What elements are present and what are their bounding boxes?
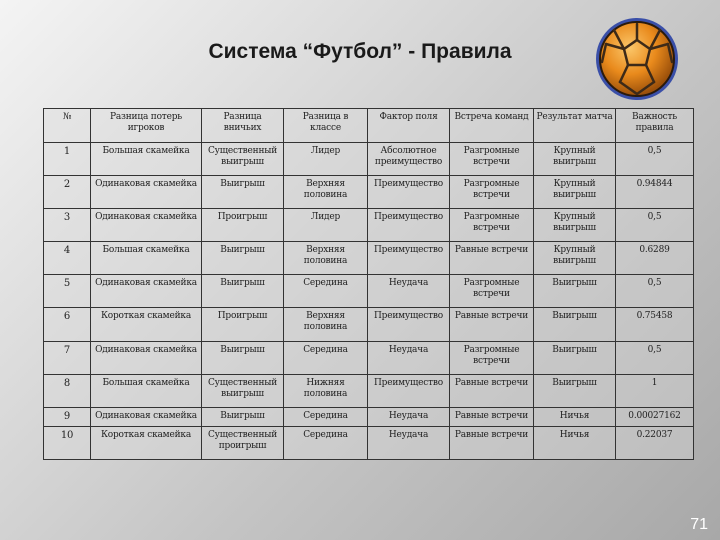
table-cell: Выигрыш (202, 275, 284, 308)
table-cell: 0.94844 (616, 176, 694, 209)
table-cell: Ничья (534, 407, 616, 426)
soccer-ball-icon (594, 16, 680, 102)
table-cell: Середина (284, 407, 368, 426)
table-cell: Неудача (368, 407, 450, 426)
table-cell: Одинаковая скамейка (91, 209, 202, 242)
table-cell: Середина (284, 275, 368, 308)
table-cell: Одинаковая скамейка (91, 176, 202, 209)
column-header: Важность правила (616, 109, 694, 143)
table-cell: Крупный выигрыш (534, 209, 616, 242)
column-header: Встреча команд (450, 109, 534, 143)
table-cell: Выигрыш (202, 407, 284, 426)
table-cell: Равные встречи (450, 308, 534, 341)
table-row (44, 143, 694, 176)
table-cell: Преимущество (368, 374, 450, 407)
table-cell: Равные встречи (450, 374, 534, 407)
row-number-cell: 7 (44, 341, 91, 374)
table-cell: 0.6289 (616, 242, 694, 275)
table-cell: Абсолютное преимущество (368, 143, 450, 176)
table-cell: 0.75458 (616, 308, 694, 341)
table-row (44, 426, 694, 459)
slide-title: Система “Футбол” - Правила (208, 40, 512, 63)
table-cell: Большая скамейка (91, 143, 202, 176)
table-cell: Существенный выигрыш (202, 143, 284, 176)
table-header-row (44, 109, 694, 143)
row-number-cell: 6 (44, 308, 91, 341)
table-cell: Выигрыш (534, 341, 616, 374)
column-header: Разница потерь игроков (91, 109, 202, 143)
row-number-cell: 8 (44, 374, 91, 407)
column-header: Результат матча (534, 109, 616, 143)
row-number-cell: 4 (44, 242, 91, 275)
row-number-cell: 5 (44, 275, 91, 308)
row-number-cell: 3 (44, 209, 91, 242)
table-cell: Преимущество (368, 176, 450, 209)
table-row (44, 275, 694, 308)
column-header: № (44, 109, 91, 143)
table-cell: Одинаковая скамейка (91, 407, 202, 426)
table-cell: Ничья (534, 426, 616, 459)
table-cell: Выигрыш (534, 275, 616, 308)
table-cell: Крупный выигрыш (534, 143, 616, 176)
table-cell: Нижняя половина (284, 374, 368, 407)
table-cell: Неудача (368, 341, 450, 374)
table-cell: 0,5 (616, 209, 694, 242)
table-cell: Лидер (284, 209, 368, 242)
table-cell: Выигрыш (534, 374, 616, 407)
table-cell: 0,5 (616, 143, 694, 176)
table-cell: Равные встречи (450, 242, 534, 275)
table-cell: Одинаковая скамейка (91, 341, 202, 374)
table-cell: 0.00027162 (616, 407, 694, 426)
table-cell: Существенный выигрыш (202, 374, 284, 407)
table-cell: 1 (616, 374, 694, 407)
table-row (44, 308, 694, 341)
table-cell: Существенный проигрыш (202, 426, 284, 459)
column-header: Разница в классе (284, 109, 368, 143)
table-cell: Разгромные встречи (450, 143, 534, 176)
column-header: Фактор поля (368, 109, 450, 143)
table-cell: Середина (284, 341, 368, 374)
table-cell: Неудача (368, 426, 450, 459)
table-row (44, 176, 694, 209)
table-cell: 0.22037 (616, 426, 694, 459)
page-number: 71 (690, 516, 708, 533)
row-number-cell: 10 (44, 426, 91, 459)
table-cell: Проигрыш (202, 308, 284, 341)
table-cell: Крупный выигрыш (534, 176, 616, 209)
rules-table (43, 108, 694, 460)
table-cell: Верхняя половина (284, 242, 368, 275)
table-cell: Проигрыш (202, 209, 284, 242)
row-number-cell: 9 (44, 407, 91, 426)
table-cell: Большая скамейка (91, 374, 202, 407)
table-cell: Разгромные встречи (450, 341, 534, 374)
table-cell: Одинаковая скамейка (91, 275, 202, 308)
table-cell: Равные встречи (450, 407, 534, 426)
row-number-cell: 1 (44, 143, 91, 176)
table-row (44, 374, 694, 407)
table-row (44, 407, 694, 426)
table-cell: Разгромные встречи (450, 275, 534, 308)
table-row (44, 209, 694, 242)
table-cell: Преимущество (368, 308, 450, 341)
table-cell: Выигрыш (202, 176, 284, 209)
table-cell: 0,5 (616, 341, 694, 374)
row-number-cell: 2 (44, 176, 91, 209)
table-cell: Преимущество (368, 209, 450, 242)
table-cell: Преимущество (368, 242, 450, 275)
table-cell: Лидер (284, 143, 368, 176)
table-cell: Середина (284, 426, 368, 459)
table-cell: Большая скамейка (91, 242, 202, 275)
table-cell: Неудача (368, 275, 450, 308)
table-cell: Разгромные встречи (450, 176, 534, 209)
table-cell: Короткая скамейка (91, 308, 202, 341)
table-row (44, 242, 694, 275)
table-cell: Выигрыш (202, 341, 284, 374)
table-cell: Короткая скамейка (91, 426, 202, 459)
table-row (44, 341, 694, 374)
table-cell: Равные встречи (450, 426, 534, 459)
table-cell: Верхняя половина (284, 308, 368, 341)
table-cell: Выигрыш (534, 308, 616, 341)
table-cell: Разгромные встречи (450, 209, 534, 242)
table-cell: Верхняя половина (284, 176, 368, 209)
table-cell: Крупный выигрыш (534, 242, 616, 275)
table-cell: 0,5 (616, 275, 694, 308)
column-header: Разница вничьих (202, 109, 284, 143)
table-cell: Выигрыш (202, 242, 284, 275)
